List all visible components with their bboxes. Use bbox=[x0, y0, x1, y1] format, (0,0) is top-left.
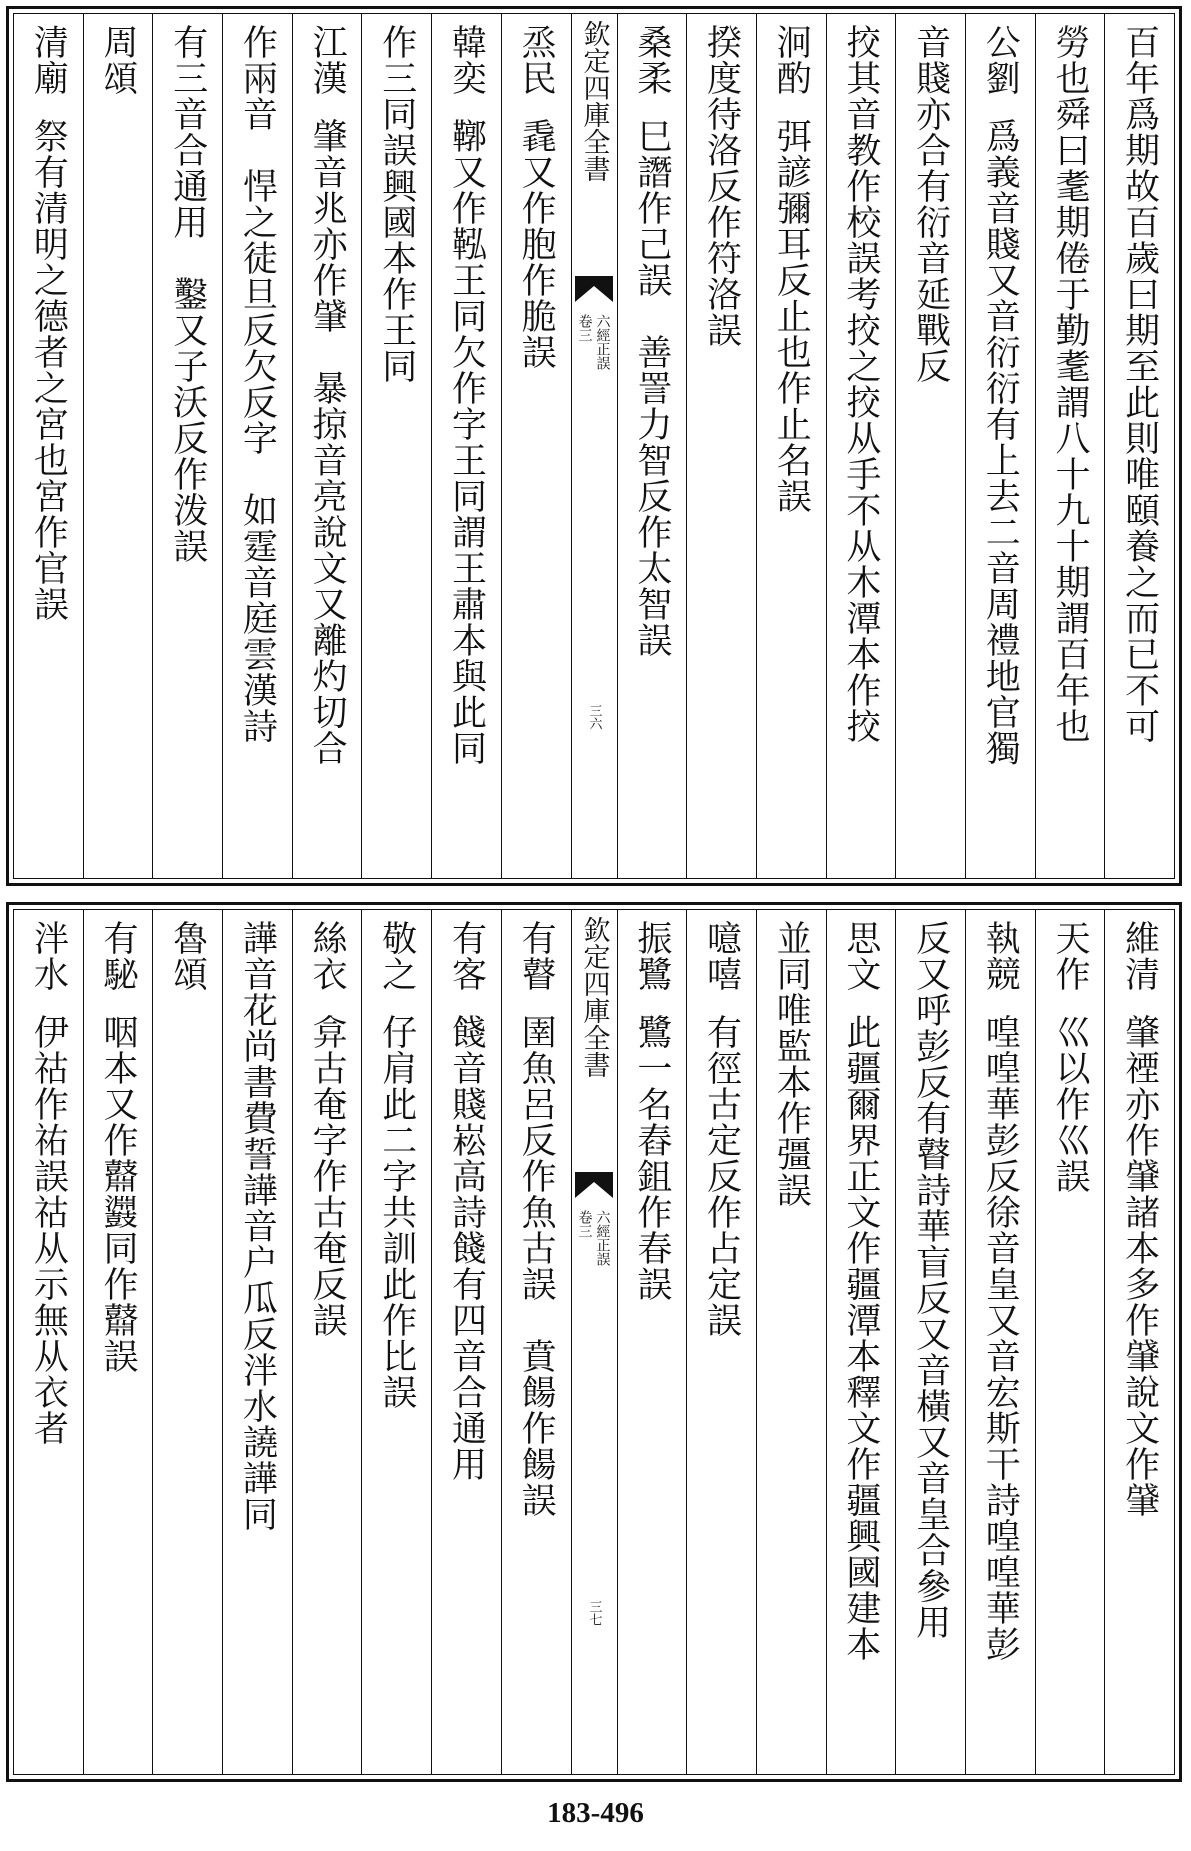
entry-body: 巛以作巛誤 bbox=[1049, 1014, 1090, 1194]
text-column bbox=[756, 910, 826, 1774]
entry-body: 譁音花尚書費誓譁音户瓜反泮水譊譁同 bbox=[237, 920, 278, 1532]
volume-number: 卷三 bbox=[576, 314, 593, 342]
text-column bbox=[1035, 14, 1105, 878]
entry-body: 圉魚呂反作魚古誤 賁餳作餳誤 bbox=[516, 1014, 557, 1518]
entry-body: 祭有清明之德者之宮也宮作官誤 bbox=[28, 118, 69, 622]
entry-body: 挍其音教作校誤考挍之挍从手不从木潭本作挍 bbox=[840, 24, 881, 744]
column-text bbox=[619, 24, 685, 658]
entry-body: 反又呼彭反有瞽詩華盲反又音橫又音皇合參用 bbox=[910, 920, 951, 1640]
text-column bbox=[83, 910, 153, 1774]
entry-body: 弭諺彌耳反止也作止名誤 bbox=[771, 118, 812, 514]
volume-number: 卷三 bbox=[576, 1210, 593, 1238]
entry-heading: 清廟 bbox=[28, 24, 69, 96]
entry-body: 此疆爾界正文作疆潭本釋文作疆興國建本 bbox=[840, 1014, 881, 1662]
text-column bbox=[826, 910, 896, 1774]
text-column bbox=[14, 910, 83, 1774]
entry-body: 巳譖作己誤 善詈力智反作太智誤 bbox=[631, 118, 672, 658]
entry-heading: 思文 bbox=[840, 920, 881, 992]
column-text bbox=[758, 24, 824, 514]
entry-heading: 烝民 bbox=[516, 24, 557, 96]
text-column bbox=[431, 910, 501, 1774]
column-text bbox=[224, 920, 290, 1532]
column-text bbox=[898, 24, 964, 384]
entry-heading: 公劉 bbox=[980, 24, 1021, 96]
entry-heading: 天作 bbox=[1049, 920, 1090, 992]
column-text bbox=[1037, 24, 1103, 744]
text-column bbox=[1104, 14, 1174, 878]
column-text bbox=[689, 24, 755, 348]
entry-body: 弇古奄字作古奄反誤 bbox=[307, 1014, 348, 1338]
entry-body: 音賤亦合有衍音延戰反 bbox=[910, 24, 951, 384]
column-text bbox=[689, 920, 755, 1338]
entry-heading: 有客 bbox=[446, 920, 487, 992]
entry-heading: 振鷺 bbox=[631, 920, 672, 992]
book-title: 欽定四庫全書 bbox=[578, 20, 610, 182]
text-column bbox=[431, 14, 501, 878]
column-text bbox=[433, 24, 499, 766]
entry-body: 作三同誤興國本作王同 bbox=[376, 24, 417, 384]
entry-body: 餞音賤崧高詩餞有四音合通用 bbox=[446, 1014, 487, 1482]
entry-body: 百年爲期故百歲曰期至此則唯頤養之而已不可 bbox=[1119, 24, 1160, 744]
column-text bbox=[224, 24, 290, 744]
column-text bbox=[1107, 920, 1173, 1518]
text-column bbox=[152, 14, 222, 878]
entry-body: 鞹又作鞃王同欠作字王同謂王肅本與此同 bbox=[446, 118, 487, 766]
center-column bbox=[571, 14, 617, 878]
leaf-number: 三六 bbox=[586, 704, 602, 730]
entry-body: 有三音合通用 鑿又子沃反作泼誤 bbox=[167, 24, 208, 564]
column-text bbox=[155, 24, 221, 564]
column-text bbox=[503, 24, 569, 370]
text-column bbox=[83, 14, 153, 878]
column-text bbox=[294, 920, 360, 1338]
entry-heading: 桑柔 bbox=[631, 24, 672, 96]
bottom-page-columns bbox=[13, 909, 1175, 1775]
fishtail-mark-icon bbox=[575, 1172, 613, 1198]
center-column bbox=[571, 910, 617, 1774]
text-column bbox=[826, 14, 896, 878]
column-text bbox=[1037, 920, 1103, 1194]
entry-body: 肇音兆亦作肈 暴掠音亮說文又離灼切合 bbox=[307, 118, 348, 766]
page-number: 183-496 bbox=[547, 1797, 644, 1829]
entry-heading: 泂酌 bbox=[771, 24, 812, 96]
column-text bbox=[967, 24, 1033, 766]
column-text bbox=[503, 920, 569, 1518]
volume-title: 六經正誤 bbox=[594, 1210, 611, 1266]
column-text bbox=[85, 24, 151, 96]
column-text bbox=[15, 24, 81, 622]
entry-body: 鷺一名舂鉏作春誤 bbox=[631, 1014, 672, 1302]
entry-body: 喤喤華彭反徐音皇又音宏斯干詩喤喤華彭 bbox=[980, 1014, 1021, 1662]
entry-heading: 韓奕 bbox=[446, 24, 487, 96]
entry-heading: 有駜 bbox=[98, 920, 139, 992]
text-column bbox=[501, 14, 571, 878]
column-text bbox=[433, 920, 499, 1482]
text-column bbox=[686, 14, 756, 878]
entry-heading: 噫嘻 bbox=[701, 920, 742, 992]
column-text bbox=[967, 920, 1033, 1662]
entry-body: 毳又作胞作脆誤 bbox=[516, 118, 557, 370]
text-column bbox=[756, 14, 826, 878]
text-column bbox=[895, 910, 965, 1774]
entry-heading: 執競 bbox=[980, 920, 1021, 992]
entry-body: 爲義音賤又音衍衍有上去二音周禮地官獨 bbox=[980, 118, 1021, 766]
entry-body: 魯頌 bbox=[167, 920, 208, 992]
text-column bbox=[1035, 910, 1105, 1774]
volume-title: 六經正誤 bbox=[594, 314, 611, 370]
text-column bbox=[292, 14, 362, 878]
text-column bbox=[361, 910, 431, 1774]
column-text bbox=[294, 24, 360, 766]
column-text bbox=[1107, 24, 1173, 744]
text-column bbox=[895, 14, 965, 878]
entry-heading: 維清 bbox=[1119, 920, 1160, 992]
column-text bbox=[828, 24, 894, 744]
column-text bbox=[828, 920, 894, 1662]
entry-body: 咽本又作鼘鼝同作鼘誤 bbox=[98, 1014, 139, 1374]
entry-body: 有徑古定反作占定誤 bbox=[701, 1014, 742, 1338]
column-text bbox=[155, 920, 221, 992]
bottom-page bbox=[6, 902, 1182, 1782]
top-page bbox=[6, 6, 1182, 886]
column-text bbox=[15, 920, 81, 1446]
top-page-columns bbox=[13, 13, 1175, 879]
leaf-number: 三七 bbox=[586, 1600, 602, 1626]
column-text bbox=[898, 920, 964, 1640]
entry-heading: 泮水 bbox=[28, 920, 69, 992]
text-column bbox=[361, 14, 431, 878]
entry-body: 並同唯監本作彊誤 bbox=[771, 920, 812, 1208]
text-column bbox=[965, 910, 1035, 1774]
text-column bbox=[14, 14, 83, 878]
entry-body: 仔肩此二字共訓此作比誤 bbox=[376, 1014, 417, 1410]
text-column bbox=[686, 910, 756, 1774]
text-column bbox=[617, 910, 687, 1774]
book-title: 欽定四庫全書 bbox=[578, 916, 610, 1078]
entry-body: 揆度待洛反作符洛誤 bbox=[701, 24, 742, 348]
entry-body: 肇禋亦作肈諸本多作肈說文作肈 bbox=[1119, 1014, 1160, 1518]
column-text bbox=[85, 920, 151, 1374]
column-text bbox=[364, 920, 430, 1410]
entry-heading: 絲衣 bbox=[307, 920, 348, 992]
text-column bbox=[617, 14, 687, 878]
column-text bbox=[619, 920, 685, 1302]
text-column bbox=[1104, 910, 1174, 1774]
text-column bbox=[965, 14, 1035, 878]
entry-heading: 敬之 bbox=[376, 920, 417, 992]
entry-body: 周頌 bbox=[98, 24, 139, 96]
entry-body: 伊祜作祐誤祜从示無从衣者 bbox=[28, 1014, 69, 1446]
text-column bbox=[222, 14, 292, 878]
column-text bbox=[364, 24, 430, 384]
text-column bbox=[152, 910, 222, 1774]
text-column bbox=[292, 910, 362, 1774]
column-text bbox=[758, 920, 824, 1208]
entry-heading: 江漢 bbox=[307, 24, 348, 96]
fishtail-mark-icon bbox=[575, 276, 613, 302]
text-column bbox=[222, 910, 292, 1774]
entry-body: 勞也舜曰耄期倦于勤耄謂八十九十期謂百年也 bbox=[1049, 24, 1090, 744]
entry-body: 作兩音 悍之徒旦反欠反字 如霆音庭雲漢詩 bbox=[237, 24, 278, 744]
entry-heading: 有瞽 bbox=[516, 920, 557, 992]
text-column bbox=[501, 910, 571, 1774]
